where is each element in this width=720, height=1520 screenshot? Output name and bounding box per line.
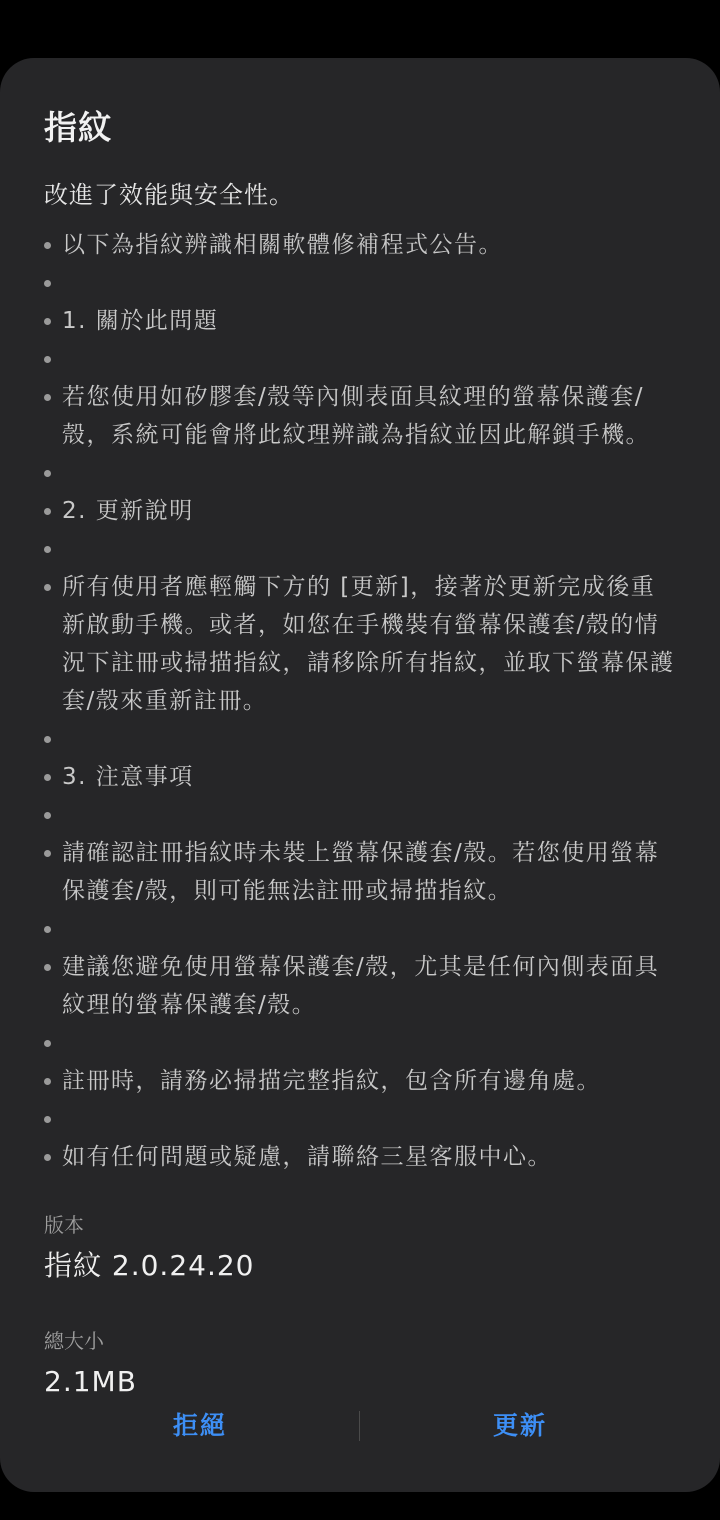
note-item <box>44 1062 676 1100</box>
release-notes-list <box>44 226 676 1176</box>
bullet-icon <box>44 964 51 971</box>
bullet-icon <box>44 394 51 401</box>
note-item <box>44 720 676 758</box>
bullet-icon <box>44 926 51 933</box>
bullet-icon <box>44 508 51 515</box>
status-bar <box>0 0 720 58</box>
size-label: 總大小 <box>44 1329 104 1353</box>
version-value: 指紋 2.0.24.20 <box>44 1249 255 1282</box>
note-item <box>44 948 676 1024</box>
dialog-button-bar <box>0 1393 720 1459</box>
bullet-icon <box>44 850 51 857</box>
note-item <box>44 302 676 340</box>
bullet-icon <box>44 736 51 743</box>
note-item <box>44 1138 676 1176</box>
note-text: 請確認註冊指紋時未裝上螢幕保護套/殼。若您使用螢幕保護套/殼，則可能無法註冊或掃描指紋。 <box>62 840 660 904</box>
note-item <box>44 910 676 948</box>
version-label: 版本 <box>44 1213 84 1237</box>
bullet-icon <box>44 242 51 249</box>
note-text: 1. 關於此問題 <box>62 308 219 334</box>
bullet-icon <box>44 812 51 819</box>
note-item <box>44 492 676 530</box>
note-item <box>44 226 676 264</box>
size-value: 2.1MB <box>44 1365 137 1393</box>
update-summary: 改進了效能與安全性。 <box>44 181 294 209</box>
bullet-icon <box>44 774 51 781</box>
note-item <box>44 758 676 796</box>
note-item <box>44 340 676 378</box>
note-item <box>44 1024 676 1062</box>
bullet-icon <box>44 470 51 477</box>
note-text: 建議您避免使用螢幕保護套/殼，尤其是任何內側表面具紋理的螢幕保護套/殼。 <box>62 954 660 1018</box>
note-text: 以下為指紋辨識相關軟體修補程式公告。 <box>62 232 503 258</box>
note-item <box>44 530 676 568</box>
bullet-icon <box>44 546 51 553</box>
note-item <box>44 264 676 302</box>
bullet-icon <box>44 280 51 287</box>
release-notes-scroll[interactable] <box>44 176 676 1393</box>
note-text: 註冊時，請務必掃描完整指紋，包含所有邊角處。 <box>62 1068 601 1094</box>
bullet-icon <box>44 1040 51 1047</box>
note-item <box>44 834 676 910</box>
dialog-title: 指紋 <box>44 108 112 147</box>
bullet-icon <box>44 1154 51 1161</box>
note-text: 3. 注意事項 <box>62 764 194 790</box>
update-button[interactable]: 更新 <box>492 1411 547 1440</box>
bullet-icon <box>44 1116 51 1123</box>
reject-button[interactable]: 拒絕 <box>172 1411 227 1440</box>
note-text: 如有任何問題或疑慮，請聯絡三星客服中心。 <box>62 1144 552 1170</box>
note-text: 2. 更新說明 <box>62 498 194 524</box>
note-item <box>44 1100 676 1138</box>
note-item <box>44 454 676 492</box>
note-text: 若您使用如矽膠套/殼等內側表面具紋理的螢幕保護套/殼，系統可能會將此紋理辨識為指紋並因此解鎖手機。 <box>62 384 650 448</box>
note-item <box>44 378 676 454</box>
note-item <box>44 568 676 720</box>
bullet-icon <box>44 584 51 591</box>
update-dialog <box>0 58 720 1492</box>
bullet-icon <box>44 1078 51 1085</box>
bullet-icon <box>44 318 51 325</box>
bullet-icon <box>44 356 51 363</box>
note-item <box>44 796 676 834</box>
note-text: 所有使用者應輕觸下方的 [更新]，接著於更新完成後重新啟動手機。或者，如您在手機裝有螢幕保護套/殼的情況下註冊或掃描指紋，請移除所有指紋，並取下螢幕保護套/殼來重新註冊。 <box>62 574 675 714</box>
